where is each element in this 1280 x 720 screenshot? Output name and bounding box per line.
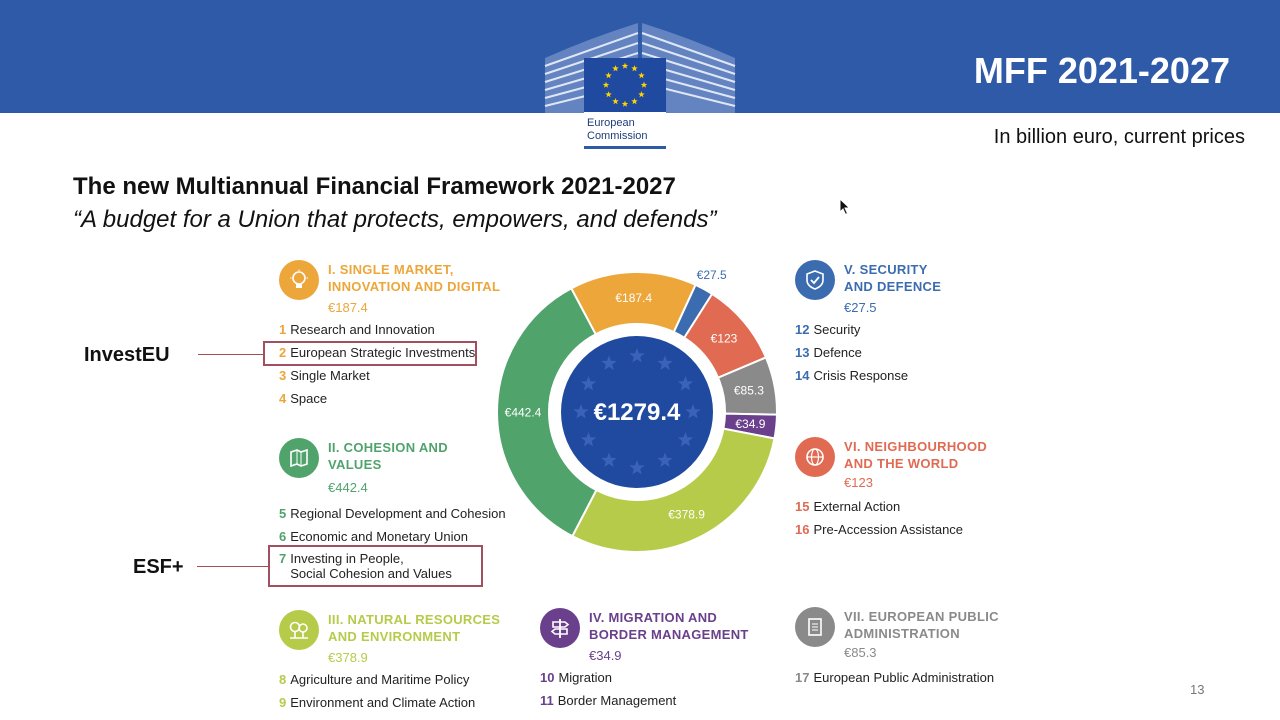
item-number: 10	[540, 670, 555, 685]
item-label: Agriculture and Maritime Policy	[290, 672, 470, 687]
item-label: Space	[290, 391, 328, 406]
budget-item-11	[540, 693, 676, 708]
item-label: Research and Innovation	[290, 322, 435, 337]
item-label: Economic and Monetary Union	[290, 529, 468, 544]
heading-title: VI. NEIGHBOURHOOD AND THE WORLD	[844, 439, 988, 471]
item-number: 8	[279, 672, 287, 687]
document-icon	[795, 607, 835, 647]
budget-donut-chart	[487, 262, 787, 562]
item-number: 6	[279, 529, 287, 544]
budget-item-12	[795, 322, 860, 337]
item-number: 3	[279, 368, 287, 383]
heading-public-admin	[795, 607, 1025, 667]
trees-icon	[279, 610, 319, 650]
budget-item-17	[795, 670, 994, 685]
item-number: 5	[279, 506, 287, 521]
page-number: 13	[1190, 682, 1205, 697]
budget-item-14	[795, 368, 908, 383]
investeu-connector	[198, 354, 263, 355]
heading-value: €123	[844, 475, 873, 490]
budget-item-13	[795, 345, 862, 360]
budget-item-9	[279, 695, 475, 710]
heading-migration	[540, 608, 770, 668]
item-number: 4	[279, 391, 287, 406]
item-number: 12	[795, 322, 810, 337]
heading-value: €187.4	[328, 300, 368, 315]
item-label: Security	[813, 322, 861, 337]
main-heading: The new Multiannual Financial Framework 2021-2027	[73, 173, 676, 200]
slice-value-label: €34.9	[735, 416, 766, 431]
logo-underline	[584, 146, 666, 149]
heading-value: €378.9	[328, 650, 368, 665]
item-label: Crisis Response	[813, 368, 909, 383]
budget-item-16	[795, 522, 963, 537]
investeu-highlight-box	[263, 341, 477, 366]
esf-label: ESF+	[133, 556, 184, 578]
slice-value-label: €27.5	[696, 268, 727, 282]
item-label: European Strategic Investments	[290, 345, 476, 360]
heading-value: €85.3	[844, 645, 877, 660]
heading-single-market	[279, 260, 509, 320]
budget-item-10	[540, 670, 612, 685]
heading-title: I. SINGLE MARKET, INNOVATION AND DIGITAL	[328, 262, 501, 294]
prices-note: In billion euro, current prices	[993, 126, 1245, 148]
heading-title: III. NATURAL RESOURCES AND ENVIRONMENT	[328, 612, 501, 644]
item-number: 13	[795, 345, 810, 360]
puzzle-map-icon	[279, 438, 319, 478]
slice-value-label: €187.4	[615, 291, 653, 305]
item-label: European Public Administration	[813, 670, 995, 685]
slice-value-label: €123	[710, 331, 738, 346]
heading-title: IV. MIGRATION AND BORDER MANAGEMENT	[589, 610, 749, 642]
item-number: 16	[795, 522, 810, 537]
item-label: Defence	[813, 345, 862, 360]
main-subtitle: “A budget for a Union that protects, empowers, and defends”	[73, 206, 717, 233]
item-label: Investing in People, Social Cohesion and Values	[290, 551, 452, 581]
heading-value: €27.5	[844, 300, 877, 315]
budget-item-8	[279, 672, 469, 687]
item-number: 1	[279, 322, 287, 337]
heading-value: €34.9	[589, 648, 622, 663]
heading-title: V. SECURITY AND DEFENCE	[844, 262, 942, 294]
item-number: 17	[795, 670, 810, 685]
investeu-label: InvestEU	[84, 344, 170, 366]
logo-text: European Commission	[587, 117, 648, 142]
budget-item-1	[279, 322, 435, 337]
heading-security	[795, 260, 1025, 320]
page-title: MFF 2021-2027	[973, 50, 1230, 91]
item-label: Migration	[558, 670, 612, 685]
item-label: Pre-Accession Assistance	[813, 522, 964, 537]
slice-value-label: €442.4	[504, 405, 542, 420]
item-number: 15	[795, 499, 810, 514]
heading-title: VII. EUROPEAN PUBLIC ADMINISTRATION	[844, 609, 999, 641]
mouse-cursor-icon	[839, 198, 851, 216]
heading-neighbourhood	[795, 437, 1025, 497]
item-number: 11	[540, 693, 554, 708]
item-number: 2	[279, 345, 287, 360]
shield-icon	[795, 260, 835, 300]
heading-title: II. COHESION AND VALUES	[328, 440, 448, 472]
slice-value-label: €85.3	[733, 383, 764, 398]
heading-natural-resources	[279, 610, 509, 670]
chart-total-label: €1279.4	[593, 399, 681, 426]
lightbulb-icon	[279, 260, 319, 300]
budget-item-5	[279, 506, 506, 521]
heading-cohesion	[279, 438, 509, 498]
esf-highlight-box	[268, 545, 483, 587]
item-label: Regional Development and Cohesion	[290, 506, 506, 521]
item-label: External Action	[813, 499, 901, 514]
budget-item-15	[795, 499, 900, 514]
budget-item-3	[279, 368, 370, 383]
budget-item-6	[279, 529, 468, 544]
item-label: Environment and Climate Action	[290, 695, 476, 710]
signpost-icon	[540, 608, 580, 648]
item-label: Border Management	[557, 693, 677, 708]
item-number: 9	[279, 695, 287, 710]
globe-icon	[795, 437, 835, 477]
item-number: 14	[795, 368, 810, 383]
heading-value: €442.4	[328, 480, 368, 495]
item-label: Single Market	[290, 368, 370, 383]
esf-connector	[197, 566, 268, 567]
item-number: 7	[279, 551, 287, 566]
budget-item-4	[279, 391, 327, 406]
slice-value-label: €378.9	[668, 507, 705, 522]
